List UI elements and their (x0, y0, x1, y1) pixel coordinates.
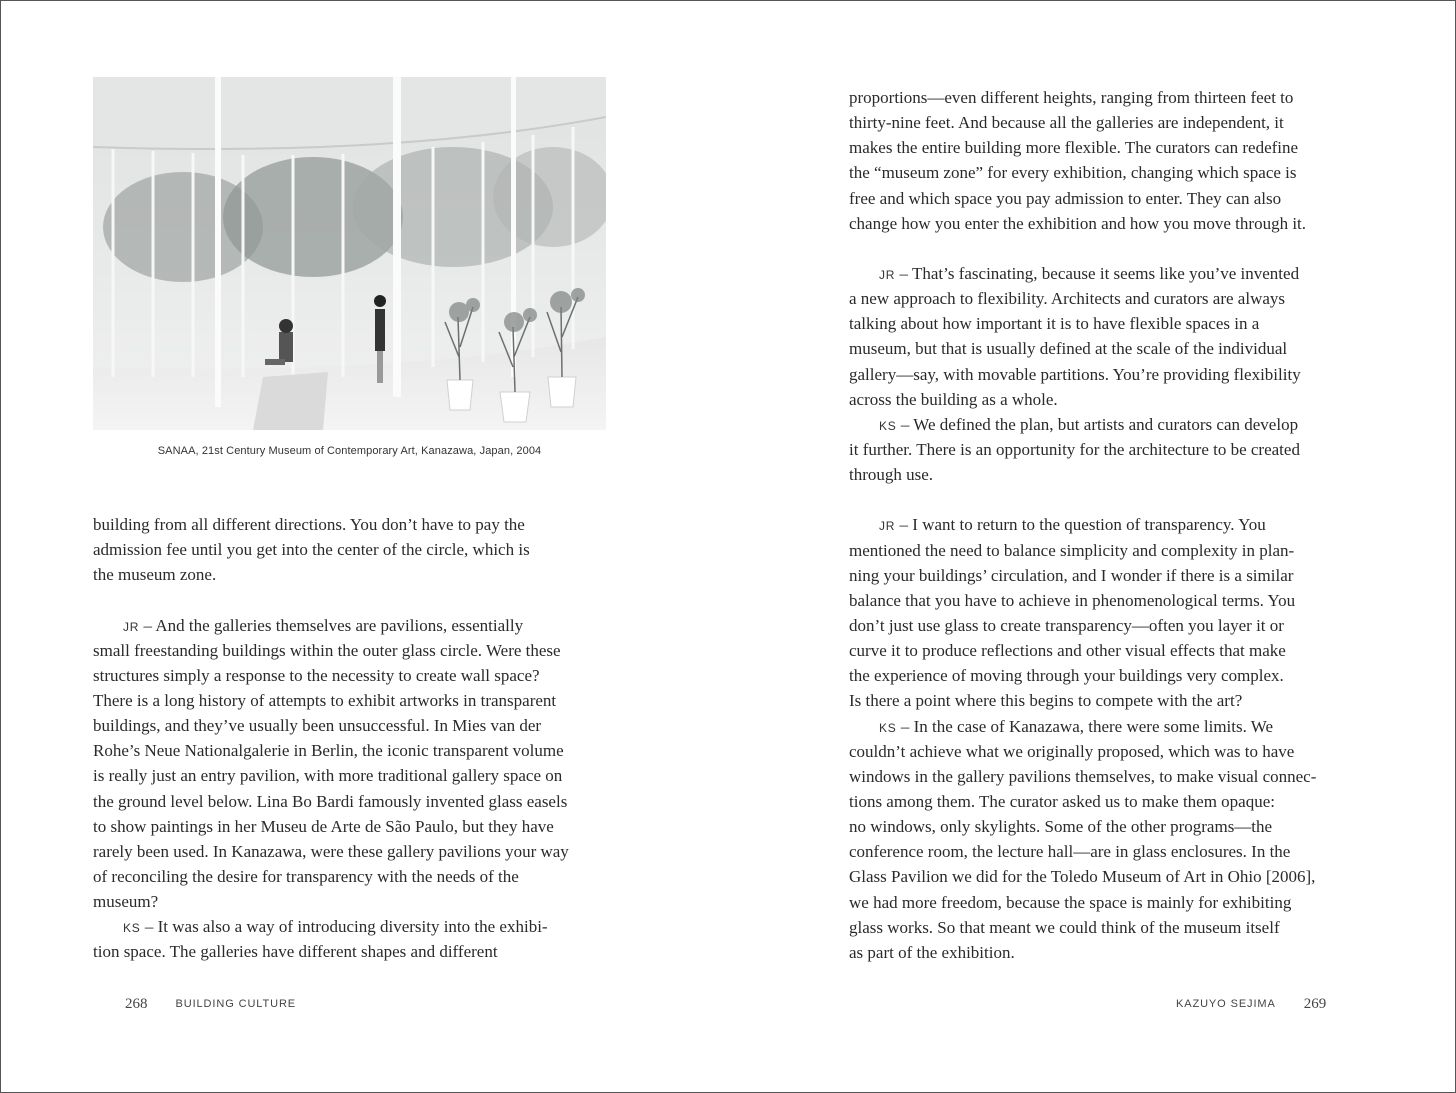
speaker-ks: KS (879, 418, 897, 433)
text-line: admission fee until you get into the center of the circle, which is (93, 540, 530, 560)
text-line: museum? (93, 892, 159, 912)
text-line: thirty-nine feet. And because all the galleries are independent, it (849, 113, 1284, 133)
text-line: to show paintings in her Museu de Arte de São Paulo, but they have (93, 816, 554, 836)
speaker-jr: JR (879, 519, 896, 534)
text-line: is really just an entry pavilion, with more traditional gallery space on (93, 766, 563, 786)
running-head: KAZUYO SEJIMA (1176, 998, 1276, 1010)
text-line: no windows, only skylights. Some of the other programs—the (849, 817, 1273, 837)
line-text: – In the case of Kanazawa, there were some limits. We (896, 716, 1274, 736)
text-line: proportions—even different heights, ranging from thirteen feet to (849, 88, 1294, 107)
text-line: small freestanding buildings within the outer glass circle. Were these (93, 640, 561, 660)
paragraph-gap (849, 487, 1369, 512)
text-line: mentioned the need to balance simplicity and complexity in plan- (849, 540, 1295, 560)
right-folio (1176, 996, 1326, 1013)
speaker-jr: JR (123, 619, 140, 634)
text-line: structures simply a response to the necessity to create wall space? (93, 665, 540, 685)
text-line: Is there a point where this begins to compete with the art? (849, 691, 1243, 711)
dialogue-line (93, 914, 613, 939)
page-number: 268 (125, 996, 148, 1012)
text-line: Glass Pavilion we did for the Toledo Museum of Art in Ohio [2006], (849, 867, 1316, 887)
dialogue-line (93, 613, 613, 638)
text-line: the museum zone. (93, 565, 217, 585)
text-line: tion space. The galleries have different shapes and different (93, 942, 498, 962)
dialogue-line (849, 261, 1369, 286)
left-folio (125, 996, 296, 1013)
right-page-body (849, 85, 1369, 965)
speaker-ks: KS (879, 720, 897, 735)
figure-caption: SANAA, 21st Century Museum of Contemporary Art, Kanazawa, Japan, 2004 (157, 445, 542, 457)
text-line: couldn’t achieve what we originally proposed, which was to have (849, 741, 1295, 761)
text-line: tions among them. The curator asked us to make them opaque: (849, 791, 1275, 811)
text-line: There is a long history of attempts to exhibit artworks in transparent (93, 690, 557, 710)
speaker-jr: JR (879, 267, 896, 282)
text-line: the “museum zone” for every exhibition, changing which space is (849, 163, 1297, 183)
text-line: museum, but that is usually defined at the scale of the individual (849, 339, 1288, 359)
text-line: free and which space you pay admission to enter. They can also (849, 188, 1282, 208)
text-line: gallery—say, with movable partitions. You’re providing flexibility (849, 364, 1301, 384)
text-line: balance that you have to achieve in phenomenological terms. You (849, 590, 1296, 610)
text-line: across the building as a whole. (849, 389, 1058, 409)
text-line: don’t just use glass to create transparency—often you layer it or (849, 615, 1284, 635)
text-line: glass works. So that meant we could think of the museum itself (849, 917, 1280, 937)
text-line: makes the entire building more flexible. The curators can redefine (849, 138, 1299, 158)
line-text: – We defined the plan, but artists and curators can develop (896, 414, 1299, 434)
line-text: – And the galleries themselves are pavilions, essentially (139, 615, 524, 635)
text-line: through use. (849, 465, 934, 485)
speaker-ks: KS (123, 921, 141, 936)
text-line: Rohe’s Neue Nationalgalerie in Berlin, the iconic transparent volume (93, 741, 564, 761)
running-head: BUILDING CULTURE (175, 998, 297, 1010)
paragraph-gap (849, 236, 1369, 261)
text-line: curve it to produce reflections and other visual effects that make (849, 641, 1286, 661)
text-line: we had more freedom, because the space is mainly for exhibiting (849, 892, 1292, 912)
text-line: a new approach to flexibility. Architects and curators are always (849, 289, 1286, 309)
text-line: ning your buildings’ circulation, and I wonder if there is a similar (849, 565, 1294, 585)
paragraph-gap (93, 587, 613, 612)
text-line: of reconciling the desire for transparency with the needs of the (93, 866, 519, 886)
text-line: rarely been used. In Kanazawa, were these gallery pavilions your way (93, 841, 569, 861)
text-line: buildings, and they’ve usually been unsuccessful. In Mies van der (93, 716, 542, 736)
line-text: – I want to return to the question of transparency. You (895, 515, 1266, 535)
text-line: change how you enter the exhibition and how you move through it. (849, 213, 1307, 233)
text-line: building from all different directions. You don’t have to pay the (93, 515, 525, 534)
text-line: windows in the gallery pavilions themselves, to make visual connec- (849, 766, 1317, 786)
text-line: conference room, the lecture hall—are in glass enclosures. In the (849, 842, 1291, 862)
text-line: talking about how important it is to have flexible spaces in a (849, 314, 1260, 334)
text-line: the ground level below. Lina Bo Bardi famously invented glass easels (93, 791, 568, 811)
dialogue-line (849, 512, 1369, 537)
dialogue-line (849, 412, 1369, 437)
line-text: – It was also a way of introducing diversity into the exhibi- (140, 917, 548, 937)
dialogue-line (849, 714, 1369, 739)
page-number: 269 (1303, 996, 1327, 1012)
line-text: – That’s fascinating, because it seems like you’ve invented (895, 263, 1300, 283)
text-line: it further. There is an opportunity for the architecture to be created (849, 439, 1300, 459)
left-page-body (93, 512, 613, 965)
museum-photo (93, 77, 606, 430)
text-line: the experience of moving through your buildings very complex. (849, 666, 1284, 686)
text-line: as part of the exhibition. (849, 942, 1015, 962)
